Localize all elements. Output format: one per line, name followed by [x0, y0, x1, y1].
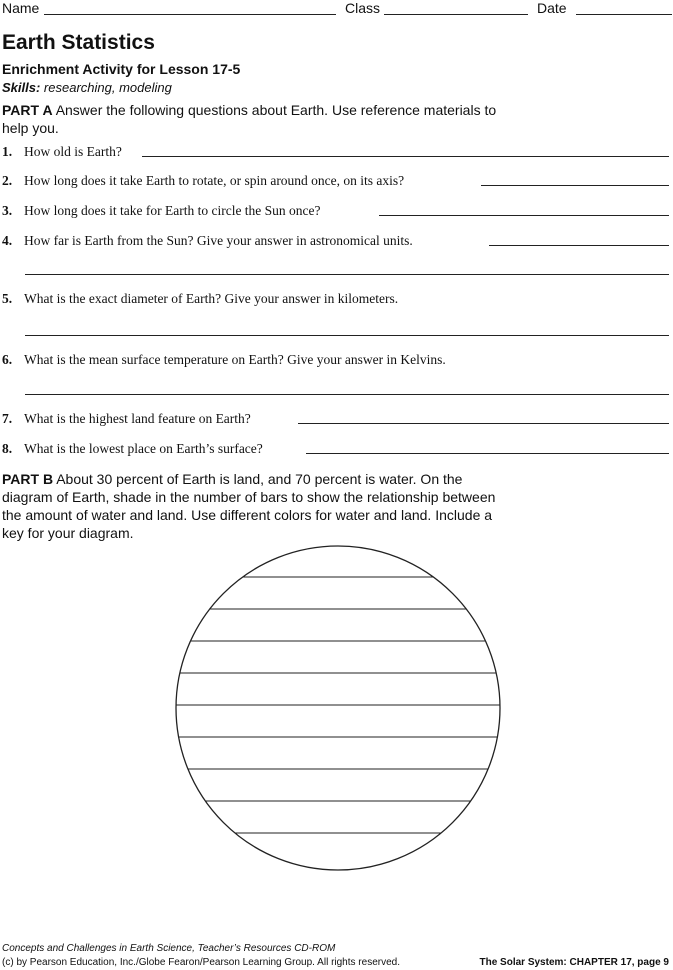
- part-b-line2: diagram of Earth, shade in the number of bars to show the relationship between: [2, 489, 496, 505]
- part-a-label: PART A: [2, 102, 53, 118]
- earth-bar-7[interactable]: [175, 737, 501, 769]
- answer-line-8[interactable]: [306, 453, 669, 454]
- earth-bar-6[interactable]: [175, 705, 501, 737]
- earth-bar-9[interactable]: [175, 801, 501, 833]
- answer-line-5[interactable]: [25, 335, 669, 336]
- part-b-line4: key for your diagram.: [2, 525, 134, 541]
- part-b-label: PART B: [2, 471, 54, 487]
- part-b-line3: the amount of water and land. Use different colors for water and land. Include a: [2, 507, 493, 523]
- question-7: 7. What is the highest land feature on Earth?: [2, 411, 251, 426]
- question-5: 5. What is the exact diameter of Earth? Give your answer in kilometers.: [2, 291, 399, 306]
- footer-source: Concepts and Challenges in Earth Science, Teacher’s Resources CD-ROM: [2, 943, 336, 954]
- name-answer-line[interactable]: [44, 14, 336, 15]
- skills-line: [2, 80, 172, 95]
- question-3: 3. How long does it take for Earth to circle the Sun once?: [2, 203, 321, 218]
- skills-value: researching, modeling: [43, 80, 172, 95]
- earth-bar-5[interactable]: [175, 673, 501, 705]
- lesson-subtitle: Enrichment Activity for Lesson 17-5: [2, 61, 241, 77]
- earth-bar-1[interactable]: [175, 545, 501, 577]
- footer-page-ref: The Solar System: CHAPTER 17, page 9: [479, 957, 669, 968]
- part-a-instructions: [2, 101, 642, 137]
- page-title: Earth Statistics: [2, 31, 155, 54]
- part-a-line1: Answer the following questions about Earth. Use reference materials to: [55, 102, 497, 118]
- earth-bar-4[interactable]: [175, 641, 501, 673]
- question-2: 2. How long does it take Earth to rotate, or spin around once, on its axis?: [2, 173, 405, 188]
- answer-line-3[interactable]: [379, 215, 669, 216]
- date-label: Date: [537, 0, 567, 16]
- question-8: 8. What is the lowest place on Earth’s surface?: [2, 441, 263, 456]
- answer-line-2[interactable]: [481, 185, 669, 186]
- part-a-line2: help you.: [2, 120, 59, 136]
- class-label: Class: [345, 0, 381, 16]
- earth-bar-3[interactable]: [175, 609, 501, 641]
- class-answer-line[interactable]: [384, 14, 528, 15]
- part-b-instructions: [2, 470, 642, 542]
- earth-bar-10[interactable]: [175, 833, 501, 871]
- question-1: 1. How old is Earth?: [2, 144, 122, 159]
- footer-copyright: (c) by Pearson Education, Inc./Globe Fearon/Pearson Learning Group. All rights reserved.: [2, 957, 400, 968]
- part-b-line1: About 30 percent of Earth is land, and 70 percent is water. On the: [56, 471, 463, 487]
- question-4: 4. How far is Earth from the Sun? Give your answer in astronomical units.: [2, 233, 413, 248]
- skills-label: Skills:: [2, 80, 41, 95]
- question-6: 6. What is the mean surface temperature on Earth? Give your answer in Kelvins.: [2, 352, 446, 367]
- answer-line-6[interactable]: [25, 394, 669, 395]
- answer-line-4b[interactable]: [25, 274, 669, 275]
- answer-line-7[interactable]: [298, 423, 669, 424]
- date-answer-line[interactable]: [576, 14, 672, 15]
- name-label: Name: [2, 0, 40, 16]
- answer-line-1[interactable]: [142, 156, 669, 157]
- answer-line-4a[interactable]: [489, 245, 669, 246]
- earth-bar-8[interactable]: [175, 769, 501, 801]
- earth-diagram: [175, 545, 501, 871]
